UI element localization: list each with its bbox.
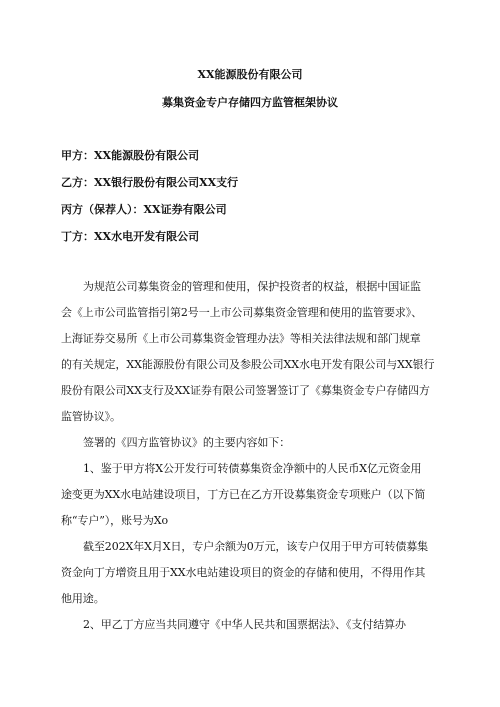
company-title: XX能源股份有限公司 [197,68,303,81]
party-b: 乙方：XX银行股份有限公司XX支行 [61,176,239,189]
agreement-title: 募集资金专户存储四方监管框架协议 [162,96,338,109]
body-line: 1、鉴于甲方将X公开发行可转债募集资金净额中的人民币X亿元资金用 [83,462,422,475]
body-line: 2、甲乙丁方应当共同遵守《中华人民共和国票据法》、《支付结算办 [83,618,406,631]
body-line: 股份有限公司XX支行及XX证券有限公司签署签订了《募集资金专户存储四方 [61,384,430,397]
body-line: 监管协议》。 [61,410,121,423]
body-line: 资金向丁方增资且用于XX水电站建设项目的资金的存储和使用，不得用作其 [61,566,426,579]
body-line: 的有关规定，XX能源股份有限公司及参股公司XX水电开发有限公司与XX银行 [61,358,435,371]
body-line: 上海证券交易所《上市公司募集资金管理办法》等相关法律法规和部门规章 [61,332,421,345]
body-line: 签署的《四方监管协议》的主要内容如下： [83,436,291,449]
body-line: 为规范公司募集资金的管理和使用，保护投资者的权益，根据中国证监 [83,280,421,293]
body-line: 会《上市公司监管指引第2号一上市公司募集资金管理和使用的监管要求》、 [61,306,423,319]
body-line: 他用途。 [61,592,105,605]
party-a: 甲方：XX能源股份有限公司 [61,149,200,162]
party-c-sponsor: 丙方（保荐人）：XX证券有限公司 [61,203,227,216]
body-line: 途变更为XX水电站建设项目，丁方已在乙方开设募集资金专项账户（以下简 [61,488,426,501]
body-line: 称“专户”），账号为Xo [61,514,169,527]
party-d: 丁方：XX水电开发有限公司 [61,230,200,243]
body-line: 截至202X年X月X日，专户余额为0万元，该专户仅用于甲方可转债募集 [83,540,429,553]
